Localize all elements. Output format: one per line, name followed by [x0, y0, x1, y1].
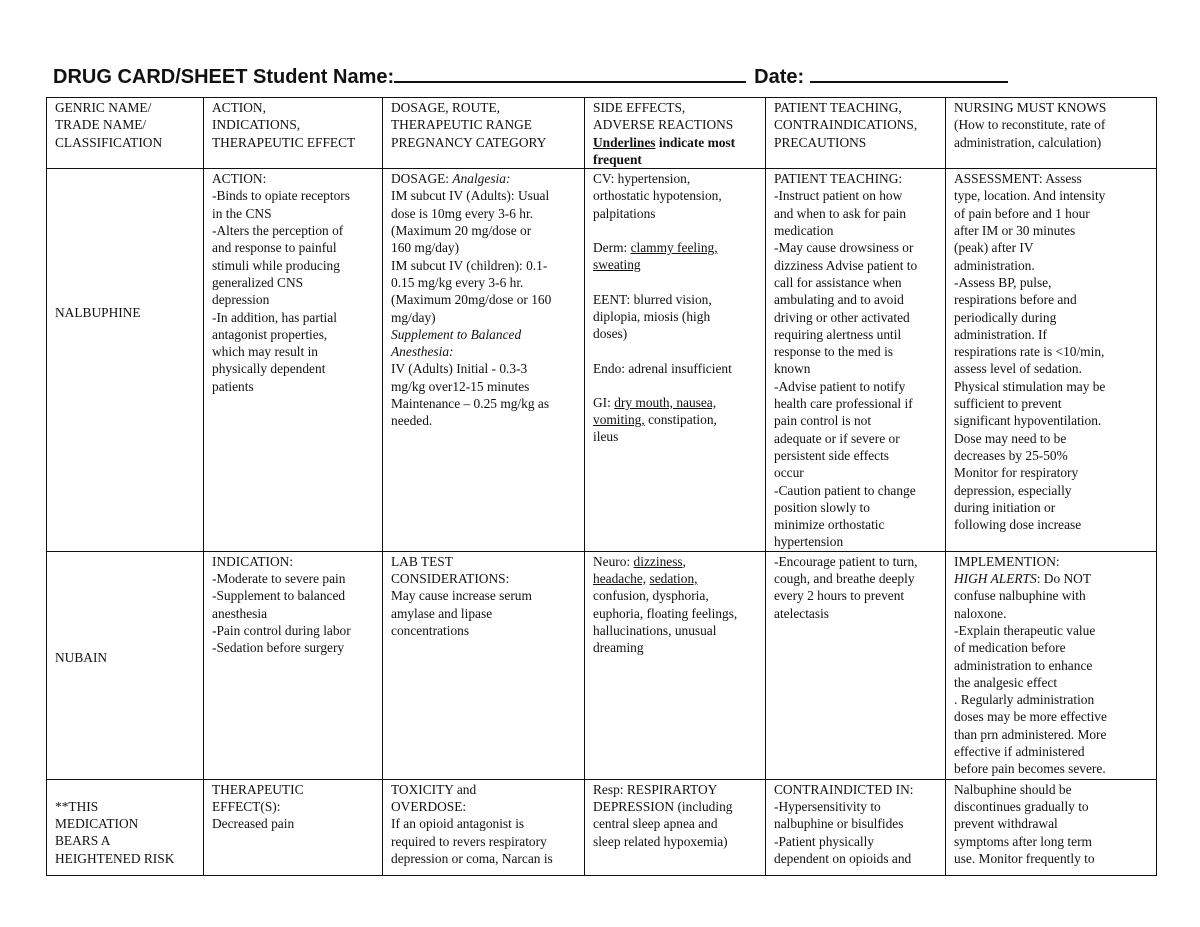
- header-patient-teaching: PATIENT TEACHING, CONTRAINDICATIONS, PRECAUTIONS: [766, 98, 946, 169]
- page-title: [53, 64, 1153, 90]
- toxicity-cell: TOXICITY and OVERDOSE: If an opioid antagonist is required to revers respiratory depression or coma, Narcan is: [383, 779, 585, 875]
- dosage-cell: DOSAGE: Analgesia: IM subcut IV (Adults): Usual dose is 10mg every 3-6 hr. (Maximum 20 mg/dose or 160 mg/day) IM subcut IV (children): 0.1- 0.15 mg/kg every 3-6 hr. (Maximum 20mg/dose or 160 mg/day) Supplement to Balanced Anesthesia: IV (Adults) Initial - 0.3-3 mg/kg over12-15 minutes Maintenance – 0.25 mg/kg as needed.: [383, 169, 585, 552]
- trade-name-cell: NUBAIN: [47, 551, 204, 779]
- neuro-effects-cell: Neuro: dizziness, headache, sedation, confusion, dysphoria, euphoria, floating feelings, hallucinations, unusual dreaming: [585, 551, 766, 779]
- table-row: [47, 551, 1157, 779]
- header-dosage: DOSAGE, ROUTE, THERAPEUTIC RANGE PREGNANCY CATEGORY: [383, 98, 585, 169]
- action-cell: ACTION: -Binds to opiate receptors in the CNS -Alters the perception of and response to painful stimuli while producing generalized CNS depression -In addition, has partial antagonist properties, which may result in physically dependent patients: [204, 169, 383, 552]
- classification-cell: **THIS MEDICATION BEARS A HEIGHTENED RISK: [47, 779, 204, 875]
- nursing-cell: ASSESSMENT: Assess type, location. And intensity of pain before and 1 hour after IM or 30 minutes (peak) after IV administration. -Assess BP, pulse, respirations before and periodically during administration. If respirations rate is <10/min, assess level of sedation. Physical stimulation may be sufficient to prevent significant hypoventilation. Dose may need to be decreases by 25-50% Monitor for respiratory depression, especially during initiation or following dose increase: [946, 169, 1157, 552]
- date-label: Date:: [754, 66, 805, 88]
- table-row: [47, 169, 1157, 552]
- lab-test-cell: LAB TEST CONSIDERATIONS: May cause increase serum amylase and lipase concentrations: [383, 551, 585, 779]
- indication-cell: INDICATION: -Moderate to severe pain -Supplement to balanced anesthesia -Pain control during labor -Sedation before surgery: [204, 551, 383, 779]
- date-blank: [810, 65, 1008, 83]
- title-main: DRUG CARD/SHEET Student Name:: [53, 66, 395, 88]
- resp-effects-cell: Resp: RESPIRARTOY DEPRESSION (including central sleep apnea and sleep related hypoxemia): [585, 779, 766, 875]
- student-name-blank: [394, 65, 746, 83]
- implementation-cell: IMPLEMENTION: HIGH ALERTS: Do NOT confuse nalbuphine with naloxone. -Explain therapeutic value of medication before administration to enhance the analgesic effect . Regularly administration doses may be more effective than prn administered. More effective if administered before pain becomes severe.: [946, 551, 1157, 779]
- patient-teaching-cell: PATIENT TEACHING: -Instruct patient on how and when to ask for pain medication -May cause drowsiness or dizziness Advise patient to call for assistance when ambulating and to avoid driving or other activated requiring alertness until response to the med is known -Advise patient to notify health care professional if pain control is not adequate or if severe or persistent side effects occur -Caution patient to change position slowly to minimize orthostatic hypertension: [766, 169, 946, 552]
- side-effects-cell: CV: hypertension, orthostatic hypotension, palpitations Derm: clammy feeling, sweating EENT: blurred vision, diplopia, miosis (high doses) Endo: adrenal insufficient GI: dry mouth, nausea, vomiting, constipation, ileus: [585, 169, 766, 552]
- header-row: [47, 98, 1157, 169]
- header-side-effects: SIDE EFFECTS, ADVERSE REACTIONS Underlines indicate most frequent: [585, 98, 766, 169]
- drug-card-table: [46, 97, 1157, 876]
- nursing-cell-3: Nalbuphine should be discontinues gradually to prevent withdrawal symptoms after long term use. Monitor frequently to: [946, 779, 1157, 875]
- header-nursing: NURSING MUST KNOWS (How to reconstitute, rate of administration, calculation): [946, 98, 1157, 169]
- teaching-cell-2: -Encourage patient to turn, cough, and breathe deeply every 2 hours to prevent atelectasis: [766, 551, 946, 779]
- therapeutic-effect-cell: THERAPEUTIC EFFECT(S): Decreased pain: [204, 779, 383, 875]
- contraindications-cell: CONTRAINDICTED IN: -Hypersensitivity to nalbuphine or bisulfides -Patient physically dependent on opioids and: [766, 779, 946, 875]
- table-row: [47, 779, 1157, 875]
- header-action: ACTION, INDICATIONS, THERAPEUTIC EFFECT: [204, 98, 383, 169]
- header-generic-name: GENRIC NAME/ TRADE NAME/ CLASSIFICATION: [47, 98, 204, 169]
- generic-name-cell: NALBUPHINE: [47, 169, 204, 552]
